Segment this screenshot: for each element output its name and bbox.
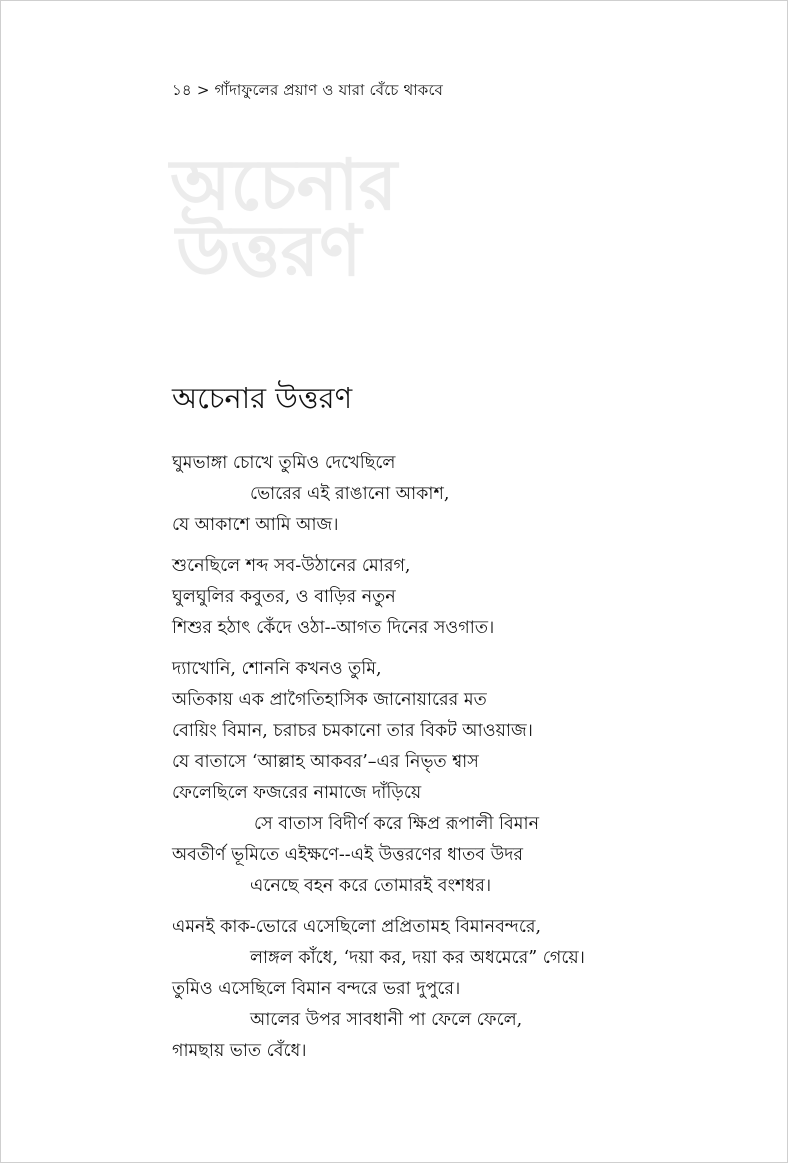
poem-line: লাঙ্গল কাঁধে, ‘দয়া কর, দয়া কর অধমেরে” গেয়ে। (250, 948, 585, 968)
watermark-title (170, 144, 470, 300)
poem-line: ভোরের এই রাঙানো আকাশ, (250, 484, 450, 504)
running-header: ১৪ > গাঁদাফুলের প্রয়াণ ও যারা বেঁচে থাকবে (172, 81, 444, 99)
watermark-line-2: উত্তরণ (176, 210, 362, 292)
poem-line: ঘুলঘুলির কবুতর, ও বাড়ির নতুন (172, 587, 396, 607)
poem-line: এমনই কাক-ভোরে এসেছিলো প্রপ্রিতামহ বিমানবন্দরে, (172, 917, 542, 937)
poem-line: এনেছে বহন করে তোমারই বংশধর। (250, 876, 492, 896)
poem-line: অতিকায় এক প্রাগৈতিহাসিক জানোয়ারের মত (172, 690, 487, 710)
poem-line: শুনেছিলে শব্দ সব-উঠানের মোরগ, (172, 556, 411, 576)
poem-stanza (172, 448, 732, 541)
poem-body (172, 448, 732, 1077)
poem-line: যে বাতাসে ‘আল্লাহ আকবর’–এর নিভৃত শ্বাস (172, 752, 479, 772)
poem-line: বোয়িং বিমান, চরাচর চমকানো তার বিকট আওয়াজ। (172, 721, 533, 741)
poem-line: যে আকাশে আমি আজ। (172, 515, 339, 535)
watermark-line-1: অচেনার (170, 144, 398, 226)
poem-line: গামছায় ভাত বেঁধে। (172, 1041, 307, 1061)
poem-title: অচেনার উত্তরণ (172, 381, 353, 415)
poem-line: সে বাতাস বিদীর্ণ করে ক্ষিপ্র রূপালী বিমান (254, 814, 540, 834)
poem-line: অবতীর্ণ ভূমিতে এইক্ষণে--এই উত্তরণের ধাতব উদর (172, 845, 524, 865)
poem-line: দ্যাখোনি, শোননি কখনও তুমি, (172, 659, 382, 679)
poem-line: ফেলেছিলে ফজরের নামাজে দাঁড়িয়ে (172, 783, 422, 803)
poem-stanza (172, 551, 732, 644)
poem-stanza (172, 654, 732, 902)
poem-line: আলের উপর সাবধানী পা ফেলে ফেলে, (250, 1010, 523, 1030)
poem-line: ঘুমভাঙ্গা চোখে তুমিও দেখেছিলে (172, 453, 396, 473)
poem-stanza (172, 912, 732, 1067)
poem-line: শিশুর হঠাৎ কেঁদে ওঠা--আগত দিনের সওগাত। (172, 618, 495, 638)
poem-line: তুমিও এসেছিলে বিমান বন্দরে ভরা দুপুরে। (172, 979, 461, 999)
